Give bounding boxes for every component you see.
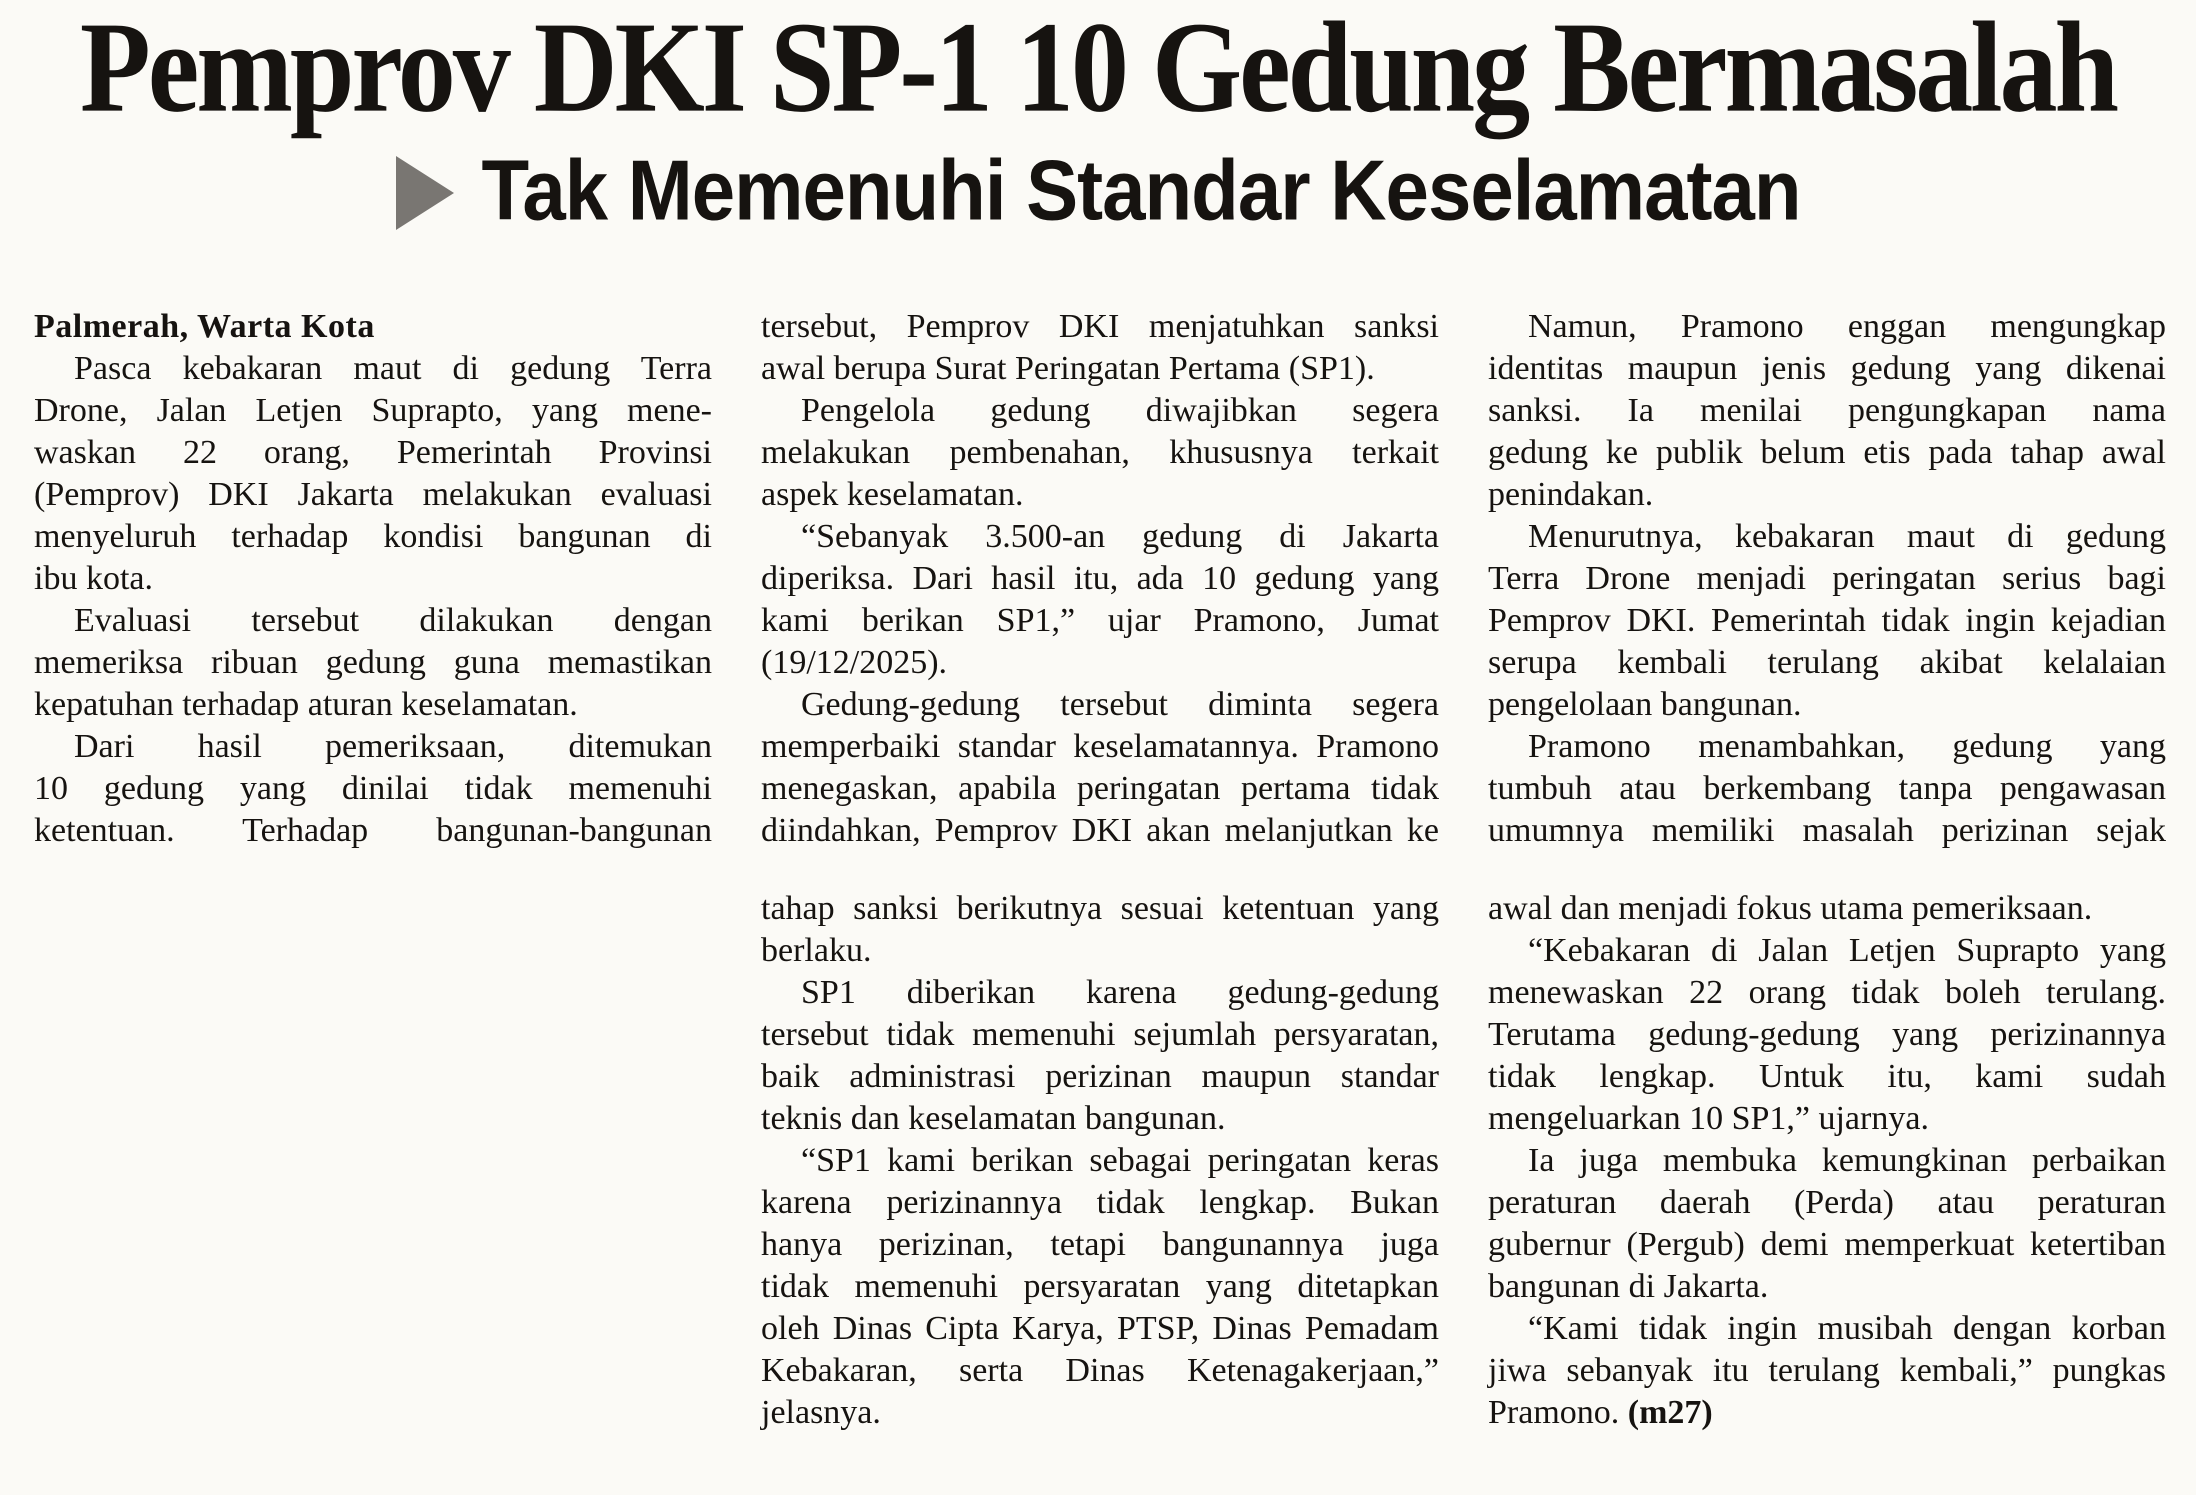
text-line: sanksi. Ia menilai pengungkapan nama [1488,392,2166,429]
text-line: SP1 diberikan karena gedung-gedung [801,974,1439,1011]
dateline-text: Palmerah, Warta Kota [34,308,375,345]
text-line: “SP1 kami berikan sebagai peringatan keras [801,1142,1439,1179]
text-line: memeriksa ribuan gedung guna memastikan [34,644,712,681]
text-line: “Sebanyak 3.500-an gedung di Jakarta [801,518,1439,555]
text-line: diindahkan, Pemprov DKI akan melanjutkan ke [761,812,1439,849]
text-line: awal berupa Surat Peringatan Pertama (SP1). [761,350,1375,387]
text-line: memperbaiki standar keselamatannya. Pramono [761,728,1439,765]
text-line: Namun, Pramono enggan mengungkap [1528,308,2166,345]
text-line: melakukan pembenahan, khususnya terkait [761,434,1439,471]
text-line: tidak memenuhi persyaratan yang ditetapkan [761,1268,1439,1305]
paragraph [761,888,1439,972]
text-line: bangunan di Jakarta. [1488,1268,1769,1305]
text-line: gubernur (Pergub) demi memperkuat ketertiban [1488,1226,2166,1263]
text-line: baik administrasi perizinan maupun standar [761,1058,1439,1095]
text-line: menewaskan 22 orang tidak boleh terulang. [1488,974,2166,1011]
text-line: mengeluarkan 10 SP1,” ujarnya. [1488,1100,1929,1137]
text-line: serupa kembali terulang akibat kelalaian [1488,644,2166,681]
text-line: penindakan. [1488,476,1654,513]
text-line: Terra Drone menjadi peringatan serius bagi [1488,560,2166,597]
text-line: Evaluasi tersebut dilakukan dengan [74,602,712,639]
text-line: Gedung-gedung tersebut diminta segera [801,686,1439,723]
text-line: Dari hasil pemeriksaan, ditemukan [74,728,712,765]
article-column-2 [761,306,1439,1434]
text-line: pengelolaan bangunan. [1488,686,1802,723]
paragraph [1488,306,2166,516]
text-line: aspek keselamatan. [761,476,1024,513]
paragraph [761,390,1439,516]
article-column-1 [34,306,712,1434]
text-line: “Kami tidak ingin musibah dengan korban [1528,1310,2166,1347]
paragraph [1488,726,2166,852]
text-line: 10 gedung yang dinilai tidak memenuhi [34,770,712,807]
paragraph [34,600,712,726]
paragraph [761,306,1439,390]
paragraph [1488,888,2166,930]
text-line: “Kebakaran di Jalan Letjen Suprapto yang [1528,932,2166,969]
text-line: Terutama gedung-gedung yang perizinannya [1488,1016,2166,1053]
text-line: waskan 22 orang, Pemerintah Provinsi [34,434,712,471]
text-line: tahap sanksi berikutnya sesuai ketentuan yang [761,890,1439,927]
text-line: karena perizinannya tidak lengkap. Bukan [761,1184,1439,1221]
subheadline-arrow-icon [396,156,454,230]
text-line: umumnya memiliki masalah perizinan sejak [1488,812,2166,849]
text-line: (Pemprov) DKI Jakarta melakukan evaluasi [34,476,712,513]
text-line: tersebut tidak memenuhi sejumlah persyaratan, [761,1016,1439,1053]
text-line: gedung ke publik belum etis pada tahap awal [1488,434,2166,471]
text-line: Pasca kebakaran maut di gedung Terra [74,350,712,387]
text-line: Ia juga membuka kemungkinan perbaikan [1528,1142,2166,1179]
author-signature: (m27) [1627,1394,1713,1431]
paragraph [761,516,1439,684]
subheadline-text: Tak Memenuhi Standar Keselamatan [481,141,1801,239]
text-line: jelasnya. [761,1394,881,1431]
text-line: awal dan menjadi fokus utama pemeriksaan. [1488,890,2093,927]
dateline [34,306,712,348]
text-line: ketentuan. Terhadap bangunan-bangunan [34,812,712,849]
paragraph [34,726,712,852]
article-column-3 [1488,306,2166,1434]
text-line: menegaskan, apabila peringatan pertama tidak [761,770,1439,807]
text-line: tersebut, Pemprov DKI menjatuhkan sanksi [761,308,1439,345]
text-line: kami berikan SP1,” ujar Pramono, Jumat [761,602,1439,639]
text-line: Kebakaran, serta Dinas Ketenagakerjaan,” [761,1352,1439,1389]
paragraph [1488,1308,2166,1434]
paragraph [1488,516,2166,726]
paragraph [1488,1140,2166,1308]
article-body [34,306,2166,1434]
text-line: Pramono menambahkan, gedung yang [1528,728,2166,765]
text-line: Pengelola gedung diwajibkan segera [801,392,1439,429]
text-line: Pramono. (m27) [1488,1394,1713,1431]
text-line: (19/12/2025). [761,644,948,681]
text-line: hanya perizinan, tetapi bangunannya juga [761,1226,1439,1263]
text-line: oleh Dinas Cipta Karya, PTSP, Dinas Pemadam [761,1310,1439,1347]
paragraph [761,684,1439,852]
text-line: teknis dan keselamatan bangunan. [761,1100,1226,1137]
paragraph [1488,930,2166,1140]
paragraph [34,348,712,600]
text-line: identitas maupun jenis gedung yang dikenai [1488,350,2166,387]
text-line: jiwa sebanyak itu terulang kembali,” pungkas [1488,1352,2166,1389]
text-line: diperiksa. Dari hasil itu, ada 10 gedung yang [761,560,1439,597]
text-line: tidak lengkap. Untuk itu, kami sudah [1488,1058,2166,1095]
text-line: tumbuh atau berkembang tanpa pengawasan [1488,770,2166,807]
text-line: Pemprov DKI. Pemerintah tidak ingin kejadian [1488,602,2166,639]
article-subheadline [0,141,2196,239]
text-line: Drone, Jalan Letjen Suprapto, yang mene- [34,392,712,429]
paragraph [761,972,1439,1140]
text-line: ibu kota. [34,560,153,597]
text-line: kepatuhan terhadap aturan keselamatan. [34,686,578,723]
paragraph [761,1140,1439,1434]
text-line: menyeluruh terhadap kondisi bangunan di [34,518,712,555]
text-line: peraturan daerah (Perda) atau peraturan [1488,1184,2166,1221]
text-line: berlaku. [761,932,872,969]
text-line: Menurutnya, kebakaran maut di gedung [1528,518,2166,555]
article-headline: Pemprov DKI SP-1 10 Gedung Bermasalah [79,0,2117,140]
